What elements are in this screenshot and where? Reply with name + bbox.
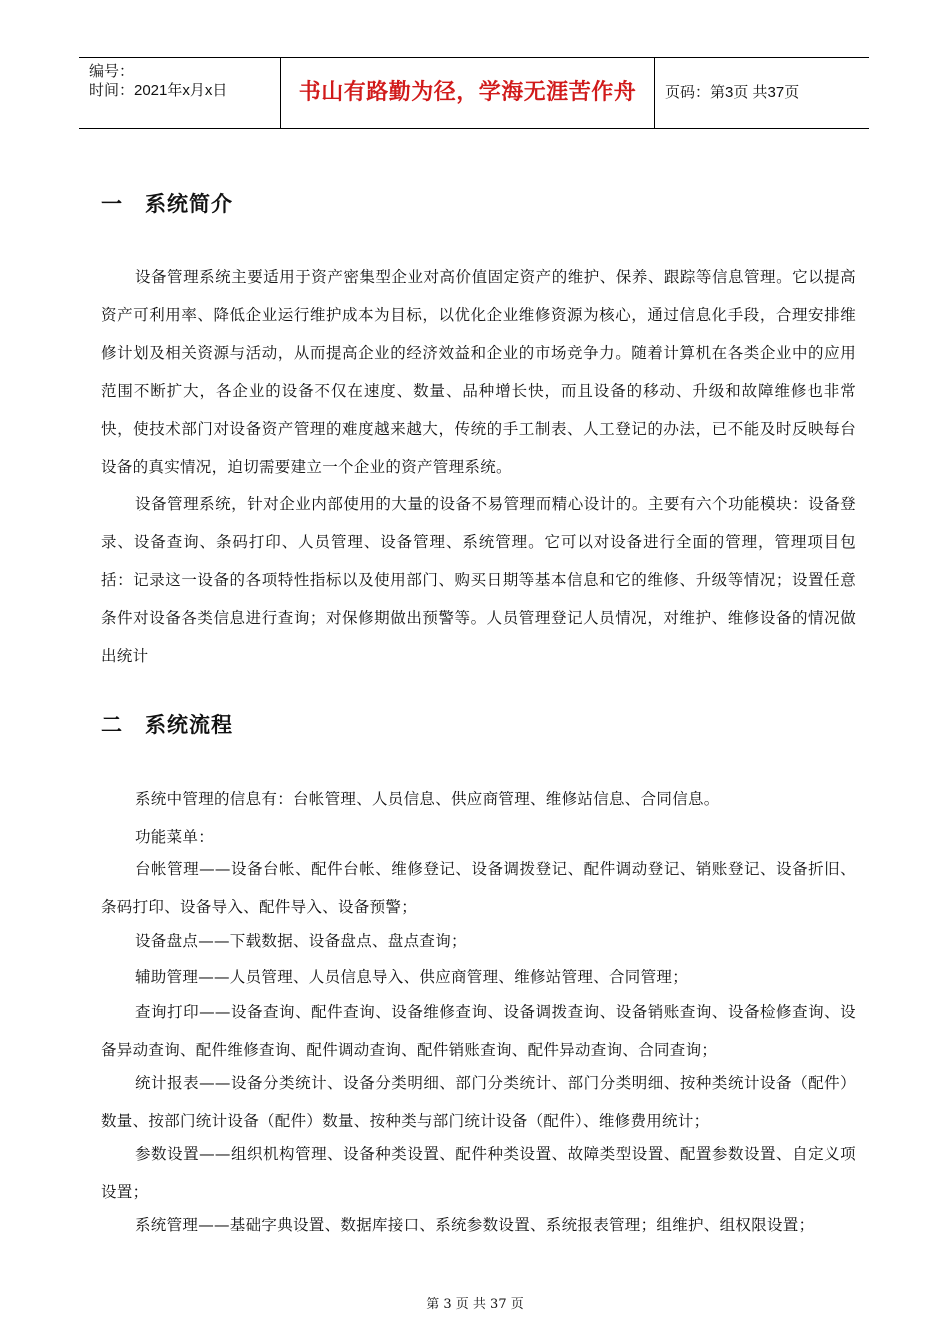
doc-time-label: 时间：2021年x月x日: [89, 82, 228, 99]
header-motto: 书山有路勤为径，学海无涯苦作舟: [298, 80, 637, 105]
flow-paragraph-params: 参数设置——组织机构管理、设备种类设置、配件种类设置、故障类型设置、配置参数设置、自定义项设置；: [101, 1145, 856, 1201]
flow-paragraph-ledger: 台帐管理——设备台帐、配件台帐、维修登记、设备调拨登记、配件调动登记、销账登记、设备折旧、条码打印、设备导入、配件导入、设备预警；: [101, 860, 856, 916]
flow-paragraph-report: 统计报表——设备分类统计、设备分类明细、部门分类统计、部门分类明细、按种类统计设备（配件）数量、按部门统计设备（配件）数量、按种类与部门统计设备（配件）、维修费用统计；: [101, 1074, 856, 1130]
header-motto-cell: [281, 58, 655, 128]
section-title-intro: [101, 188, 233, 218]
intro-paragraph-2: 设备管理系统，针对企业内部使用的大量的设备不易管理而精心设计的。主要有六个功能模块：设备登录、设备查询、条码打印、人员管理、设备管理、系统管理。它可以对设备进行全面的管理，管理项目包括：记录这一设备的各项特性指标以及使用部门、购买日期等基本信息和它的维修、升级等情况；设置任意条件对设备各类信息进行查询；对保修期做出预警等。人员管理登记人员情况，对维护、维修设备的情况做出统计: [101, 495, 856, 665]
page-footer: 第 3 页 共 37 页: [426, 1297, 524, 1312]
flow-paragraph-query: 查询打印——设备查询、配件查询、设备维修查询、设备调拨查询、设备销账查询、设备检修查询、设备异动查询、配件维修查询、配件调动查询、配件销账查询、配件异动查询、合同查询；: [101, 1003, 856, 1059]
header-meta-cell: [79, 58, 281, 128]
section-title-text: 系统流程: [145, 713, 233, 737]
intro-paragraph-1: 设备管理系统主要适用于资产密集型企业对高价值固定资产的维护、保养、跟踪等信息管理。它以提高资产可利用率、降低企业运行维护成本为目标，以优化企业维修资源为核心，通过信息化手段，合理安排维修计划及相关资源与活动，从而提高企业的经济效益和企业的市场竞争力。随着计算机在各类企业中的应用范围不断扩大，各企业的设备不仅在速度、数量、品种增长快，而且设备的移动、升级和故障维修也非常快，使技术部门对设备资产管理的难度越来越大，传统的手工制表、人工登记的办法，已不能及时反映每台设备的真实情况，迫切需要建立一个企业的资产管理系统。: [101, 268, 856, 476]
section-title-text: 系统简介: [145, 192, 233, 216]
section-number: 一: [101, 192, 123, 216]
flow-paragraph-info: 系统中管理的信息有：台帐管理、人员信息、供应商管理、维修站信息、合同信息。: [135, 790, 720, 808]
section-number: 二: [101, 713, 123, 737]
header-page-info: 页码：第3页 共37页: [665, 84, 800, 101]
doc-number-label: 编号：: [89, 63, 135, 80]
section-title-flow: [101, 709, 233, 739]
page-header: [79, 57, 869, 129]
flow-paragraph-inventory: 设备盘点——下载数据、设备盘点、盘点查询；: [135, 932, 467, 950]
flow-paragraph-system: 系统管理——基础字典设置、数据库接口、系统参数设置、系统报表管理；组维护、组权限设置；: [135, 1216, 815, 1234]
flow-paragraph-menu: 功能菜单：: [135, 828, 215, 846]
flow-paragraph-aux: 辅助管理——人员管理、人员信息导入、供应商管理、维修站管理、合同管理；: [135, 968, 689, 986]
